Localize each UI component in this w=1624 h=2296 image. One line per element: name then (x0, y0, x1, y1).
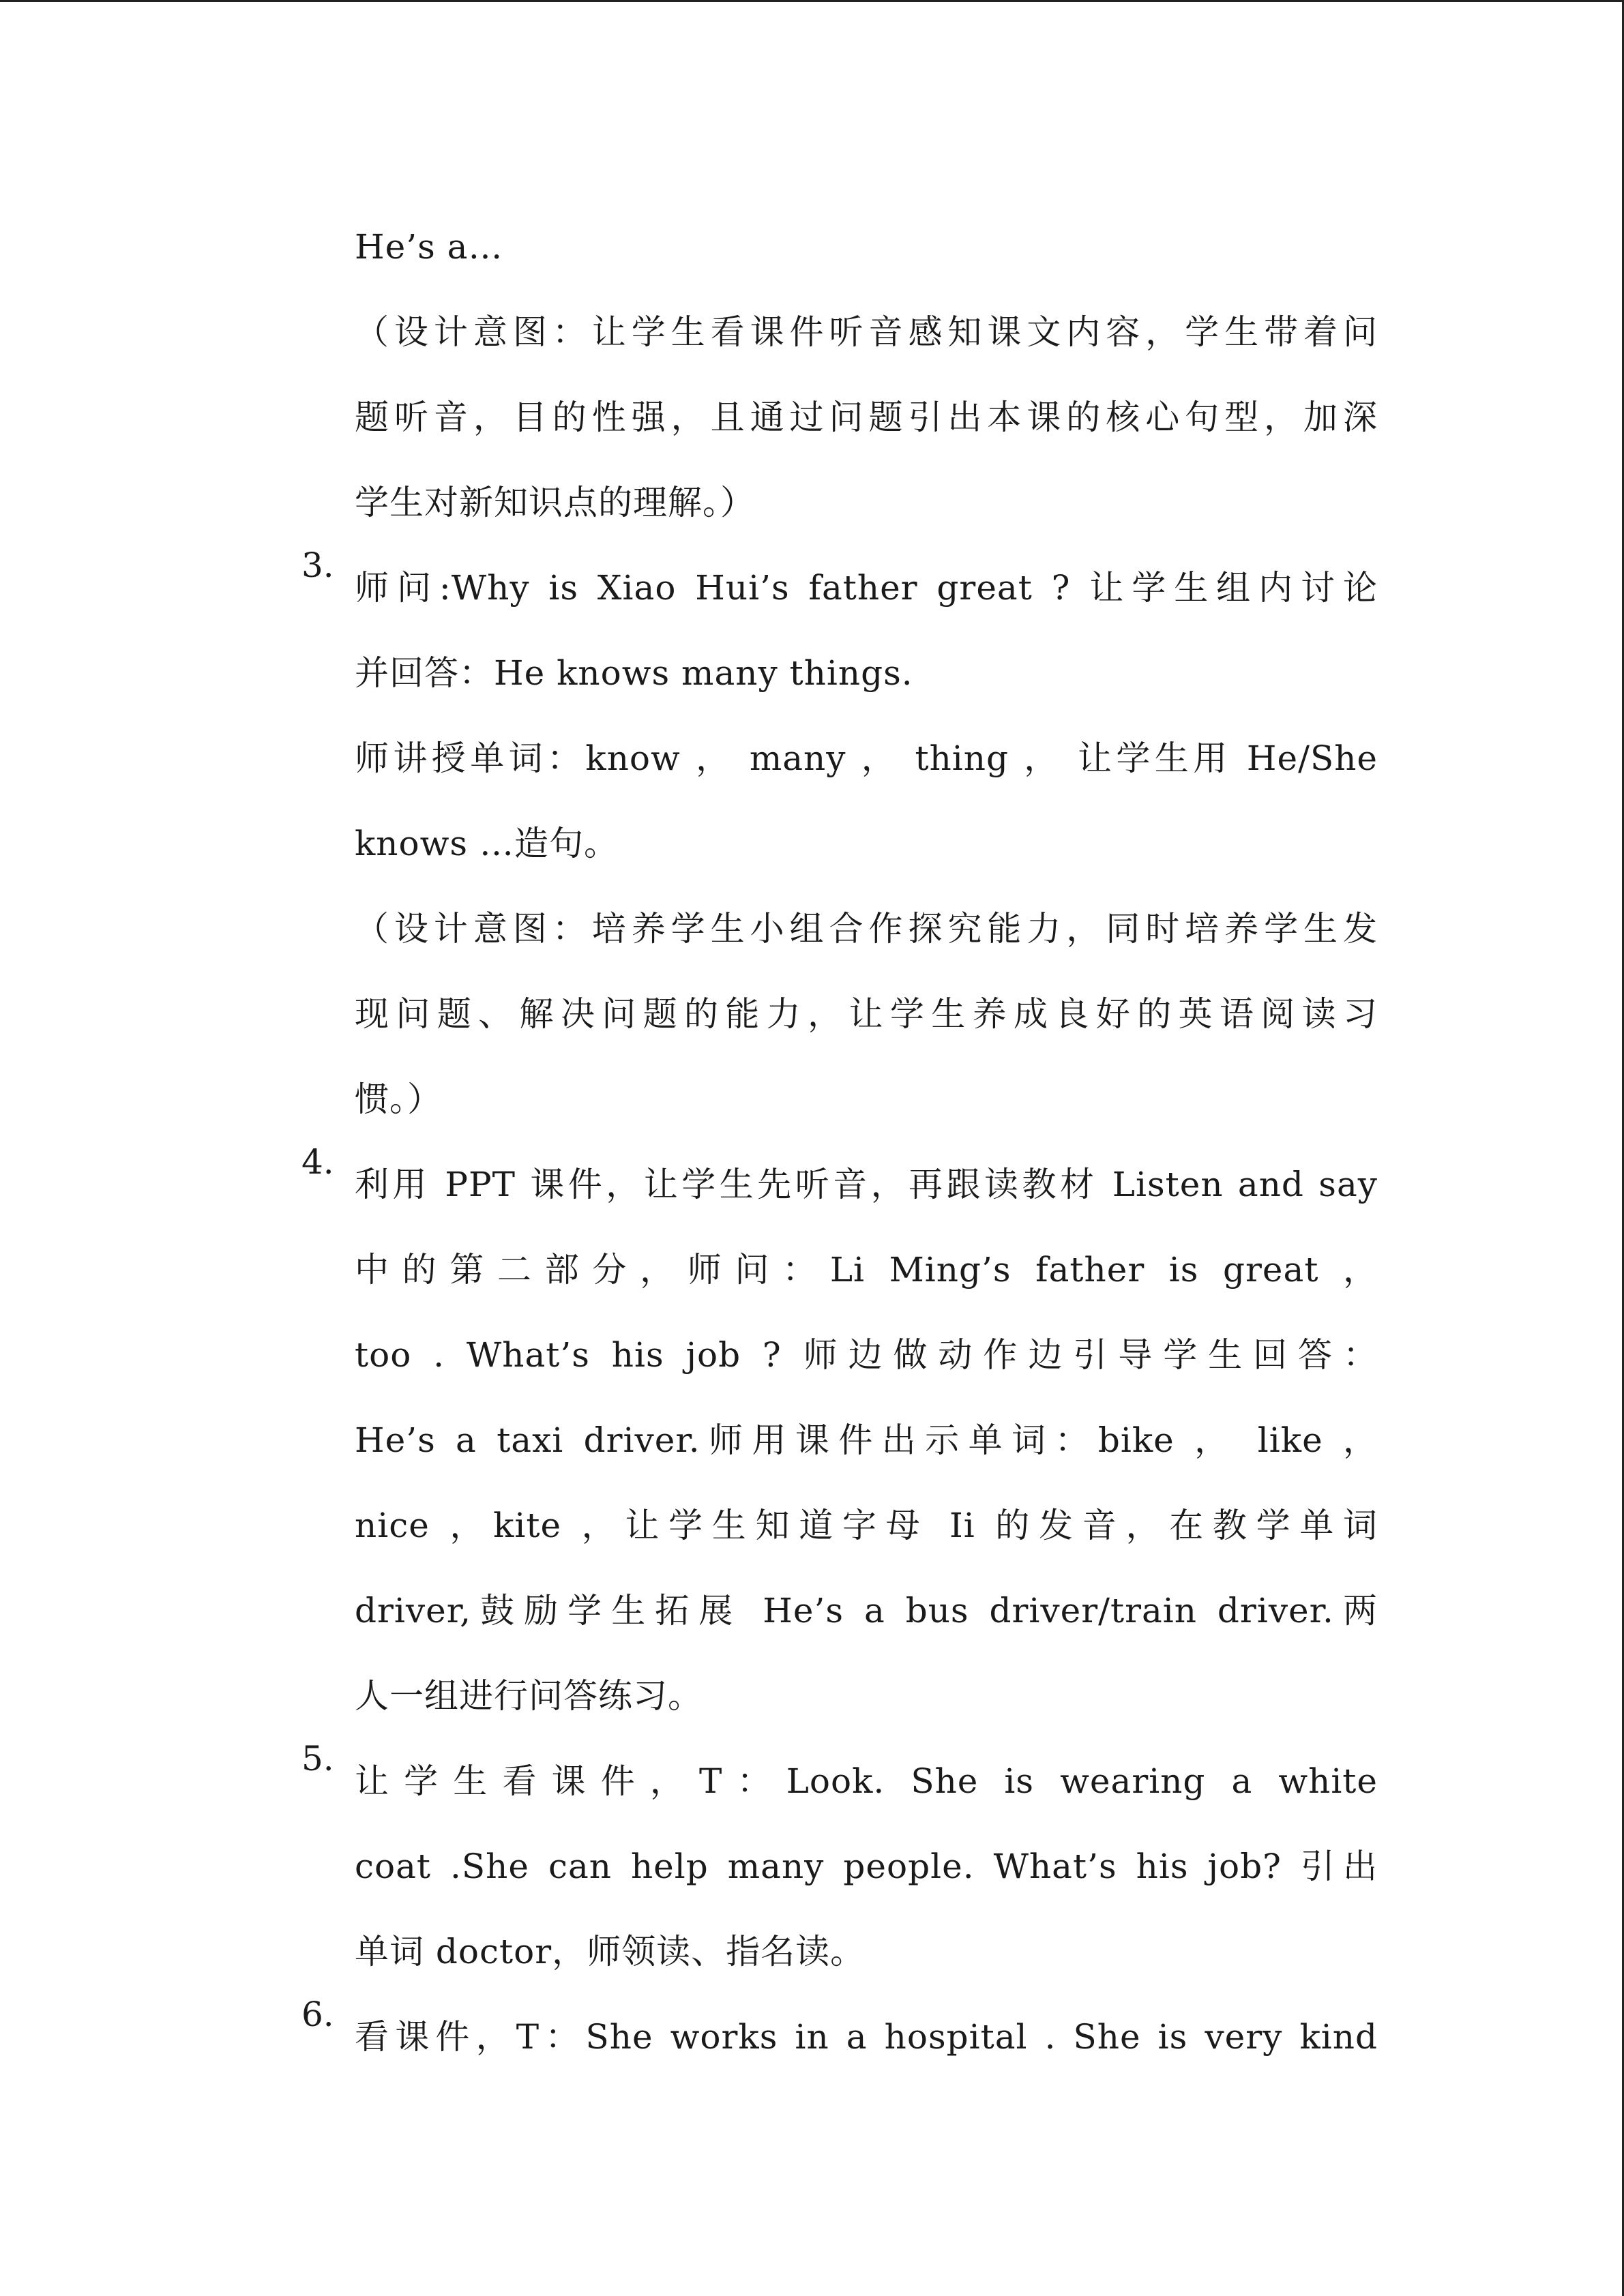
list-number: 5. (301, 1739, 334, 1778)
list-number: 3. (301, 546, 334, 585)
text-line: driver,鼓励学生拓展 He’s a bus driver/train driver.两 (355, 1591, 1378, 1630)
text-line: coat .She can help many people. What’s his job? 引出 (355, 1847, 1378, 1886)
text-line: 人一组进行问答练习。 (355, 1676, 703, 1716)
text-line: 学生对新知识点的理解。） (355, 483, 755, 522)
text-line: 现问题、解决问题的能力，让学生养成良好的英语阅读习 (355, 994, 1378, 1034)
text-line: nice ，kite ，让学生知道字母 Ii 的发音，在教学单词 (355, 1506, 1378, 1545)
list-number: 4. (301, 1142, 334, 1182)
list-number: 6. (301, 1995, 334, 2034)
text-line: too . What’s his job ? 师边做动作边引导学生回答： (355, 1335, 1378, 1375)
text-line: 单词 doctor，师领读、指名读。 (355, 1932, 866, 1971)
text-line: 看课件，T：She works in a hospital . She is very kind (355, 2017, 1378, 2057)
text-line: 利用 PPT 课件，让学生先听音，再跟读教材 Listen and say (355, 1165, 1378, 1204)
text-line: He’s a… (355, 227, 503, 267)
text-line: 题听音，目的性强，且通过问题引出本课的核心句型，加深 (355, 398, 1378, 437)
text-line: knows …造句。 (355, 824, 619, 863)
text-line: He’s a taxi driver.师用课件出示单词：bike ， like ， (355, 1420, 1378, 1460)
text-line: 让学生看课件，T：Look. She is wearing a white (355, 1761, 1378, 1801)
text-line: 并回答：He knows many things. (355, 653, 913, 693)
list-item-3 (301, 546, 1378, 631)
text-line: （设计意图：让学生看课件听音感知课文内容，学生带着问 (355, 312, 1378, 352)
text-line: 中的第二部分，师问：Li Ming’s father is great ， (355, 1250, 1378, 1289)
list-item-6 (301, 1995, 1378, 2080)
page-top-border (0, 0, 1624, 2)
text-line: 惯。） (355, 1079, 442, 1119)
document-body (301, 205, 1378, 2080)
text-line: （设计意图：培养学生小组合作探究能力，同时培养学生发 (355, 909, 1378, 949)
text-line: 师讲授单词：know ， many ， thing ， 让学生用 He/She (355, 739, 1378, 778)
list-item-4 (301, 1142, 1378, 1227)
list-item-5 (301, 1739, 1378, 1824)
text-line: 师问:Why is Xiao Hui’s father great ? 让学生组内讨论 (355, 568, 1378, 608)
